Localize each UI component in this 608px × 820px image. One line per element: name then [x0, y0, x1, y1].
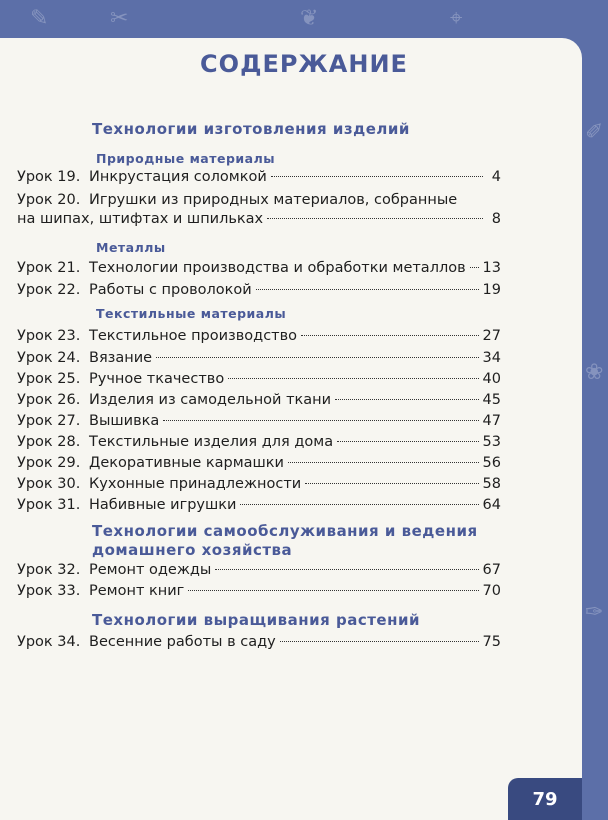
toc-entry[interactable]	[17, 371, 501, 391]
dot-leader	[305, 483, 478, 484]
toc-entry[interactable]	[17, 413, 501, 433]
page-ref: 40	[482, 371, 501, 387]
dot-leader	[228, 378, 478, 379]
subsection-textile: Текстильные материалы	[96, 306, 287, 321]
lesson-number: Урок 28.	[17, 434, 81, 450]
lesson-title: Декоративные кармашки	[89, 455, 284, 471]
dot-leader	[337, 441, 478, 442]
lesson-title: Вязание	[89, 350, 153, 366]
lesson-title: Кухонные принадлежности	[89, 476, 302, 492]
toc-entry[interactable]	[17, 434, 501, 454]
lesson-number: Урок 29.	[17, 455, 81, 471]
subsection-natural-materials: Природные материалы	[96, 151, 276, 166]
dot-leader	[188, 590, 478, 591]
lesson-title-cont: на шипах, штифтах и шпильках	[17, 211, 264, 227]
lesson-title: Весенние работы в саду	[89, 634, 276, 650]
page-ref: 58	[482, 476, 501, 492]
lesson-title: Ремонт одежды	[89, 562, 212, 578]
lesson-number: Урок 24.	[17, 350, 81, 366]
subsection-metals: Металлы	[96, 240, 166, 255]
toc-entry[interactable]	[17, 282, 501, 302]
toc-entry[interactable]	[17, 476, 501, 496]
lesson-title: Работы с проволокой	[89, 282, 252, 298]
lesson-title: Текстильные изделия для дома	[89, 434, 334, 450]
page-ref: 53	[482, 434, 501, 450]
scissors-icon: ✂	[110, 6, 129, 31]
page-ref: 64	[482, 497, 501, 513]
page-ref: 45	[482, 392, 501, 408]
lesson-number: Урок 34.	[17, 634, 81, 650]
page-ref: 13	[482, 260, 501, 276]
page-ref: 34	[482, 350, 501, 366]
lesson-number: Урок 30.	[17, 476, 81, 492]
dot-leader	[163, 420, 478, 421]
dot-leader	[280, 641, 479, 642]
page-ref: 4	[491, 169, 501, 185]
toc-entry[interactable]	[17, 260, 501, 280]
toc-entry[interactable]	[17, 169, 501, 189]
lesson-title: Текстильное производство	[89, 328, 298, 344]
lesson-title: Инкрустация соломкой	[89, 169, 267, 185]
lesson-title: Ручное ткачество	[89, 371, 225, 387]
section-heading-household-line1: Технологии самообслуживания и ведения	[92, 522, 478, 540]
pencil-icon: ✎	[30, 6, 49, 31]
dot-leader	[267, 218, 483, 219]
lesson-number: Урок 19.	[17, 169, 81, 185]
lesson-title: Набивные игрушки	[89, 497, 237, 513]
toc-entry[interactable]	[17, 562, 501, 582]
dot-leader	[335, 399, 478, 400]
toc-entry-continuation[interactable]	[17, 211, 501, 231]
compass-icon: ⌖	[450, 6, 463, 31]
toc-entry[interactable]	[17, 350, 501, 370]
section-heading-household-line2: домашнего хозяйства	[92, 541, 293, 559]
leaf-icon: ❦	[300, 6, 319, 31]
lesson-number: Урок 31.	[17, 497, 81, 513]
lesson-number: Урок 20.	[17, 192, 81, 208]
lesson-number: Урок 25.	[17, 371, 81, 387]
toc-entry[interactable]	[17, 455, 501, 475]
dot-leader	[256, 289, 479, 290]
page-title: СОДЕРЖАНИЕ	[200, 50, 408, 78]
lesson-number: Урок 26.	[17, 392, 81, 408]
lesson-title: Игрушки из природных материалов, собранные	[89, 192, 458, 208]
lesson-number: Урок 23.	[17, 328, 81, 344]
brush-icon: ✐	[585, 120, 604, 145]
dot-leader	[470, 267, 479, 268]
lesson-number: Урок 33.	[17, 583, 81, 599]
page-ref: 27	[482, 328, 501, 344]
lesson-number: Урок 22.	[17, 282, 81, 298]
dot-leader	[271, 176, 483, 177]
toc-entry[interactable]	[17, 392, 501, 412]
lesson-number: Урок 32.	[17, 562, 81, 578]
page-ref: 47	[482, 413, 501, 429]
page-ref: 67	[482, 562, 501, 578]
page-ref: 75	[482, 634, 501, 650]
toc-entry[interactable]	[17, 634, 501, 654]
lesson-title: Технологии производства и обработки металлов	[89, 260, 466, 276]
page-ref: 19	[482, 282, 501, 298]
toc-entry[interactable]	[17, 497, 501, 517]
toc-entry[interactable]	[17, 192, 501, 212]
dot-leader	[301, 335, 479, 336]
lesson-title: Вышивка	[89, 413, 160, 429]
page-ref: 8	[491, 211, 501, 227]
page-ref: 70	[482, 583, 501, 599]
toc-entry[interactable]	[17, 583, 501, 603]
lesson-number: Урок 21.	[17, 260, 81, 276]
toc-entry[interactable]	[17, 328, 501, 348]
dot-leader	[240, 504, 478, 505]
flower-icon: ❀	[585, 360, 604, 385]
page-number: 79	[508, 778, 582, 820]
lesson-title: Ремонт книг	[89, 583, 185, 599]
needle-icon: ✑	[585, 600, 604, 625]
dot-leader	[156, 357, 478, 358]
dot-leader	[215, 569, 478, 570]
lesson-number: Урок 27.	[17, 413, 81, 429]
lesson-title: Изделия из самодельной ткани	[89, 392, 332, 408]
section-heading-plants: Технологии выращивания растений	[92, 611, 420, 629]
section-heading-manufacturing: Технологии изготовления изделий	[92, 120, 410, 138]
page-ref: 56	[482, 455, 501, 471]
dot-leader	[288, 462, 479, 463]
